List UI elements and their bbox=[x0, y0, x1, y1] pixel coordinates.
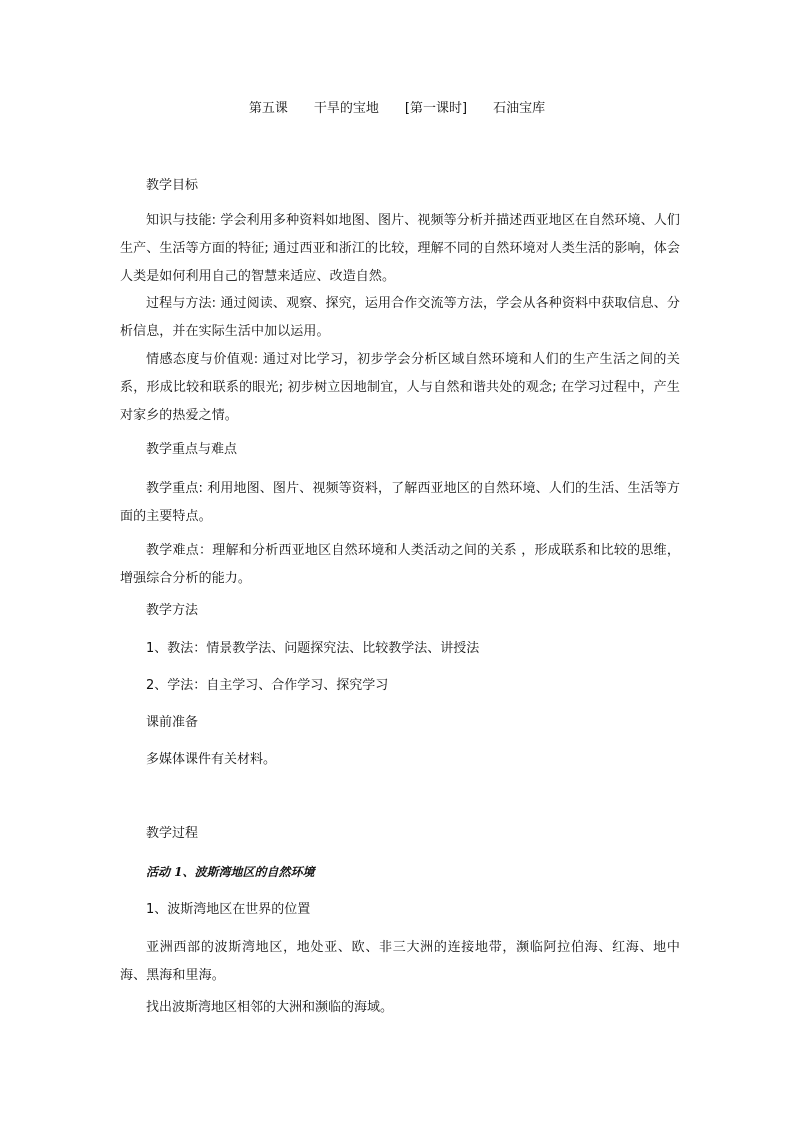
key-point-paragraph: 教学重点: 利用地图、图片、视频等资料，了解西亚地区的自然环境、人们的生活、生活等方面的主要特点。 bbox=[120, 481, 680, 524]
goal-knowledge-paragraph: 知识与技能: 学会利用多种资料如地图、图片、视频等分析并描述西亚地区在自然环境、人们生产、生活等方面的特征; 通过西亚和浙江的比较，理解不同的自然环境对人类生活的影响，体会人类是如何利用自己的智慧来适应、改造自然。 bbox=[120, 213, 680, 284]
method-teach-item: 1、教法：情景教学法、问题探究法、比较教学法、讲授法 bbox=[146, 641, 480, 656]
lesson-title: 第五课 干旱的宝地 [第一课时] 石油宝库 bbox=[248, 101, 546, 116]
prep-heading: 课前准备 bbox=[146, 715, 199, 730]
key-difficulty-heading: 教学重点与难点 bbox=[146, 442, 238, 457]
item-1-heading: 1、波斯湾地区在世界的位置 bbox=[146, 902, 311, 917]
method-heading: 教学方法 bbox=[146, 603, 199, 618]
method-learn-item: 2、学法：自主学习、合作学习、探究学习 bbox=[146, 678, 389, 693]
goals-heading: 教学目标 bbox=[146, 178, 199, 193]
goal-process-paragraph: 过程与方法: 通过阅读、观察、探究，运用合作交流等方法，学会从各种资料中获取信息、分析信息，并在实际生活中加以运用。 bbox=[120, 296, 680, 339]
prep-text: 多媒体课件有关材料。 bbox=[146, 752, 277, 767]
item-1-paragraph: 亚洲西部的波斯湾地区，地处亚、欧、非三大洲的连接地带，濒临阿拉伯海、红海、地中海、黑海和里海。 bbox=[120, 940, 680, 983]
item-1-task: 找出波斯湾地区相邻的大洲和濒临的海域。 bbox=[146, 1000, 394, 1015]
difficulty-paragraph: 教学难点：理解和分析西亚地区自然环境和人类活动之间的关系 ，形成联系和比较的思维，增强综合分析的能力。 bbox=[120, 543, 680, 586]
goal-emotion-paragraph: 情感态度与价值观: 通过对比学习，初步学会分析区域自然环境和人们的生产生活之间的关系，形成比较和联系的眼光; 初步树立因地制宜，人与自然和谐共处的观念; 在学习过程中，产生对家乡的热爱之情。 bbox=[120, 352, 680, 423]
process-heading: 教学过程 bbox=[146, 826, 199, 841]
activity-1-heading: 活动 1、波斯湾地区的自然环境 bbox=[146, 865, 315, 879]
